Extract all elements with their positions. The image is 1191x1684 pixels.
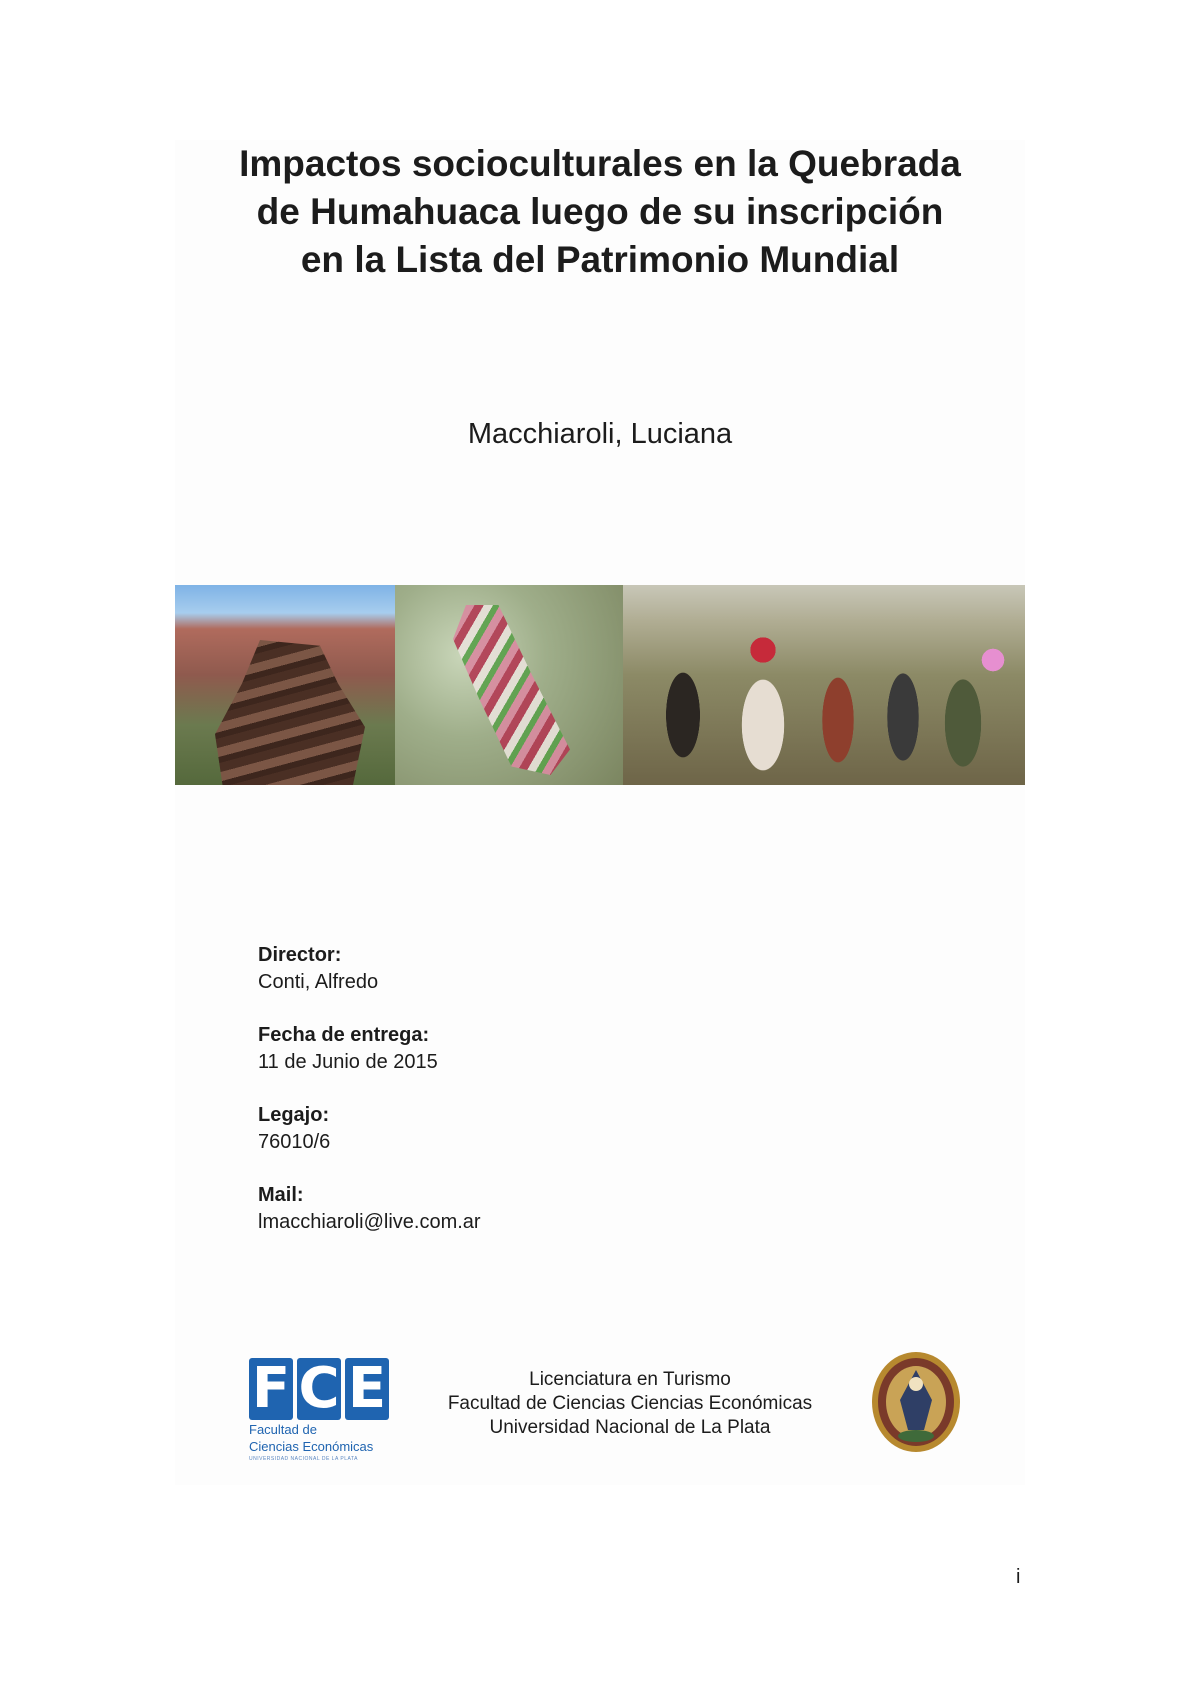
director-label: Director: bbox=[258, 944, 342, 966]
fce-letter-e: E bbox=[345, 1358, 389, 1420]
legajo-value: 76010/6 bbox=[258, 1131, 331, 1153]
people-gathering-photo bbox=[623, 585, 1025, 785]
info-section bbox=[258, 942, 481, 1262]
institution-line-3: Universidad Nacional de La Plata bbox=[489, 1417, 771, 1438]
title-line-3: en la Lista del Patrimonio Mundial bbox=[300, 239, 900, 280]
director-block bbox=[258, 942, 481, 996]
fce-line-2: Ciencias Económicas bbox=[249, 1439, 374, 1454]
title-line-1: Impactos socioculturales en la Quebrada bbox=[239, 143, 961, 184]
rock-cairn-shape bbox=[215, 640, 365, 785]
offering-ceremony-photo bbox=[395, 585, 623, 785]
author-name: Macchiaroli, Luciana bbox=[467, 418, 733, 450]
title-line-2: de Humahuaca luego de su inscripción bbox=[256, 191, 944, 232]
document-title bbox=[175, 140, 1025, 284]
fce-letters bbox=[249, 1358, 389, 1420]
legajo-label: Legajo: bbox=[258, 1104, 330, 1126]
mountain-rock-cairn-photo bbox=[175, 585, 395, 785]
mail-value: lmacchiaroli@live.com.ar bbox=[258, 1211, 481, 1233]
fce-letter-f: F bbox=[249, 1358, 293, 1420]
people-shapes bbox=[623, 605, 1025, 785]
photo-strip bbox=[175, 585, 1025, 785]
institution-block bbox=[430, 1368, 830, 1440]
fecha-label: Fecha de entrega: bbox=[258, 1024, 430, 1046]
institution-line-1: Licenciatura en Turismo bbox=[529, 1369, 731, 1390]
director-value: Conti, Alfredo bbox=[258, 971, 379, 993]
mail-block bbox=[258, 1182, 481, 1236]
fce-letter-c: C bbox=[298, 1356, 340, 1421]
fce-line-3: UNIVERSIDAD NACIONAL DE LA PLATA bbox=[249, 1456, 358, 1462]
institution-line-2: Facultad de Ciencias Ciencias Económicas bbox=[447, 1393, 813, 1414]
page-number: i bbox=[1016, 1566, 1021, 1588]
cover-panel bbox=[175, 140, 1025, 1485]
fecha-block bbox=[258, 1022, 481, 1076]
legajo-block bbox=[258, 1102, 481, 1156]
unlp-seal-icon bbox=[870, 1350, 962, 1454]
mail-label: Mail: bbox=[258, 1184, 304, 1206]
fce-logo bbox=[249, 1356, 389, 1462]
offering-cloth-shape bbox=[440, 605, 570, 775]
fce-line-1: Facultad de bbox=[249, 1422, 317, 1437]
fecha-value: 11 de Junio de 2015 bbox=[258, 1051, 438, 1073]
